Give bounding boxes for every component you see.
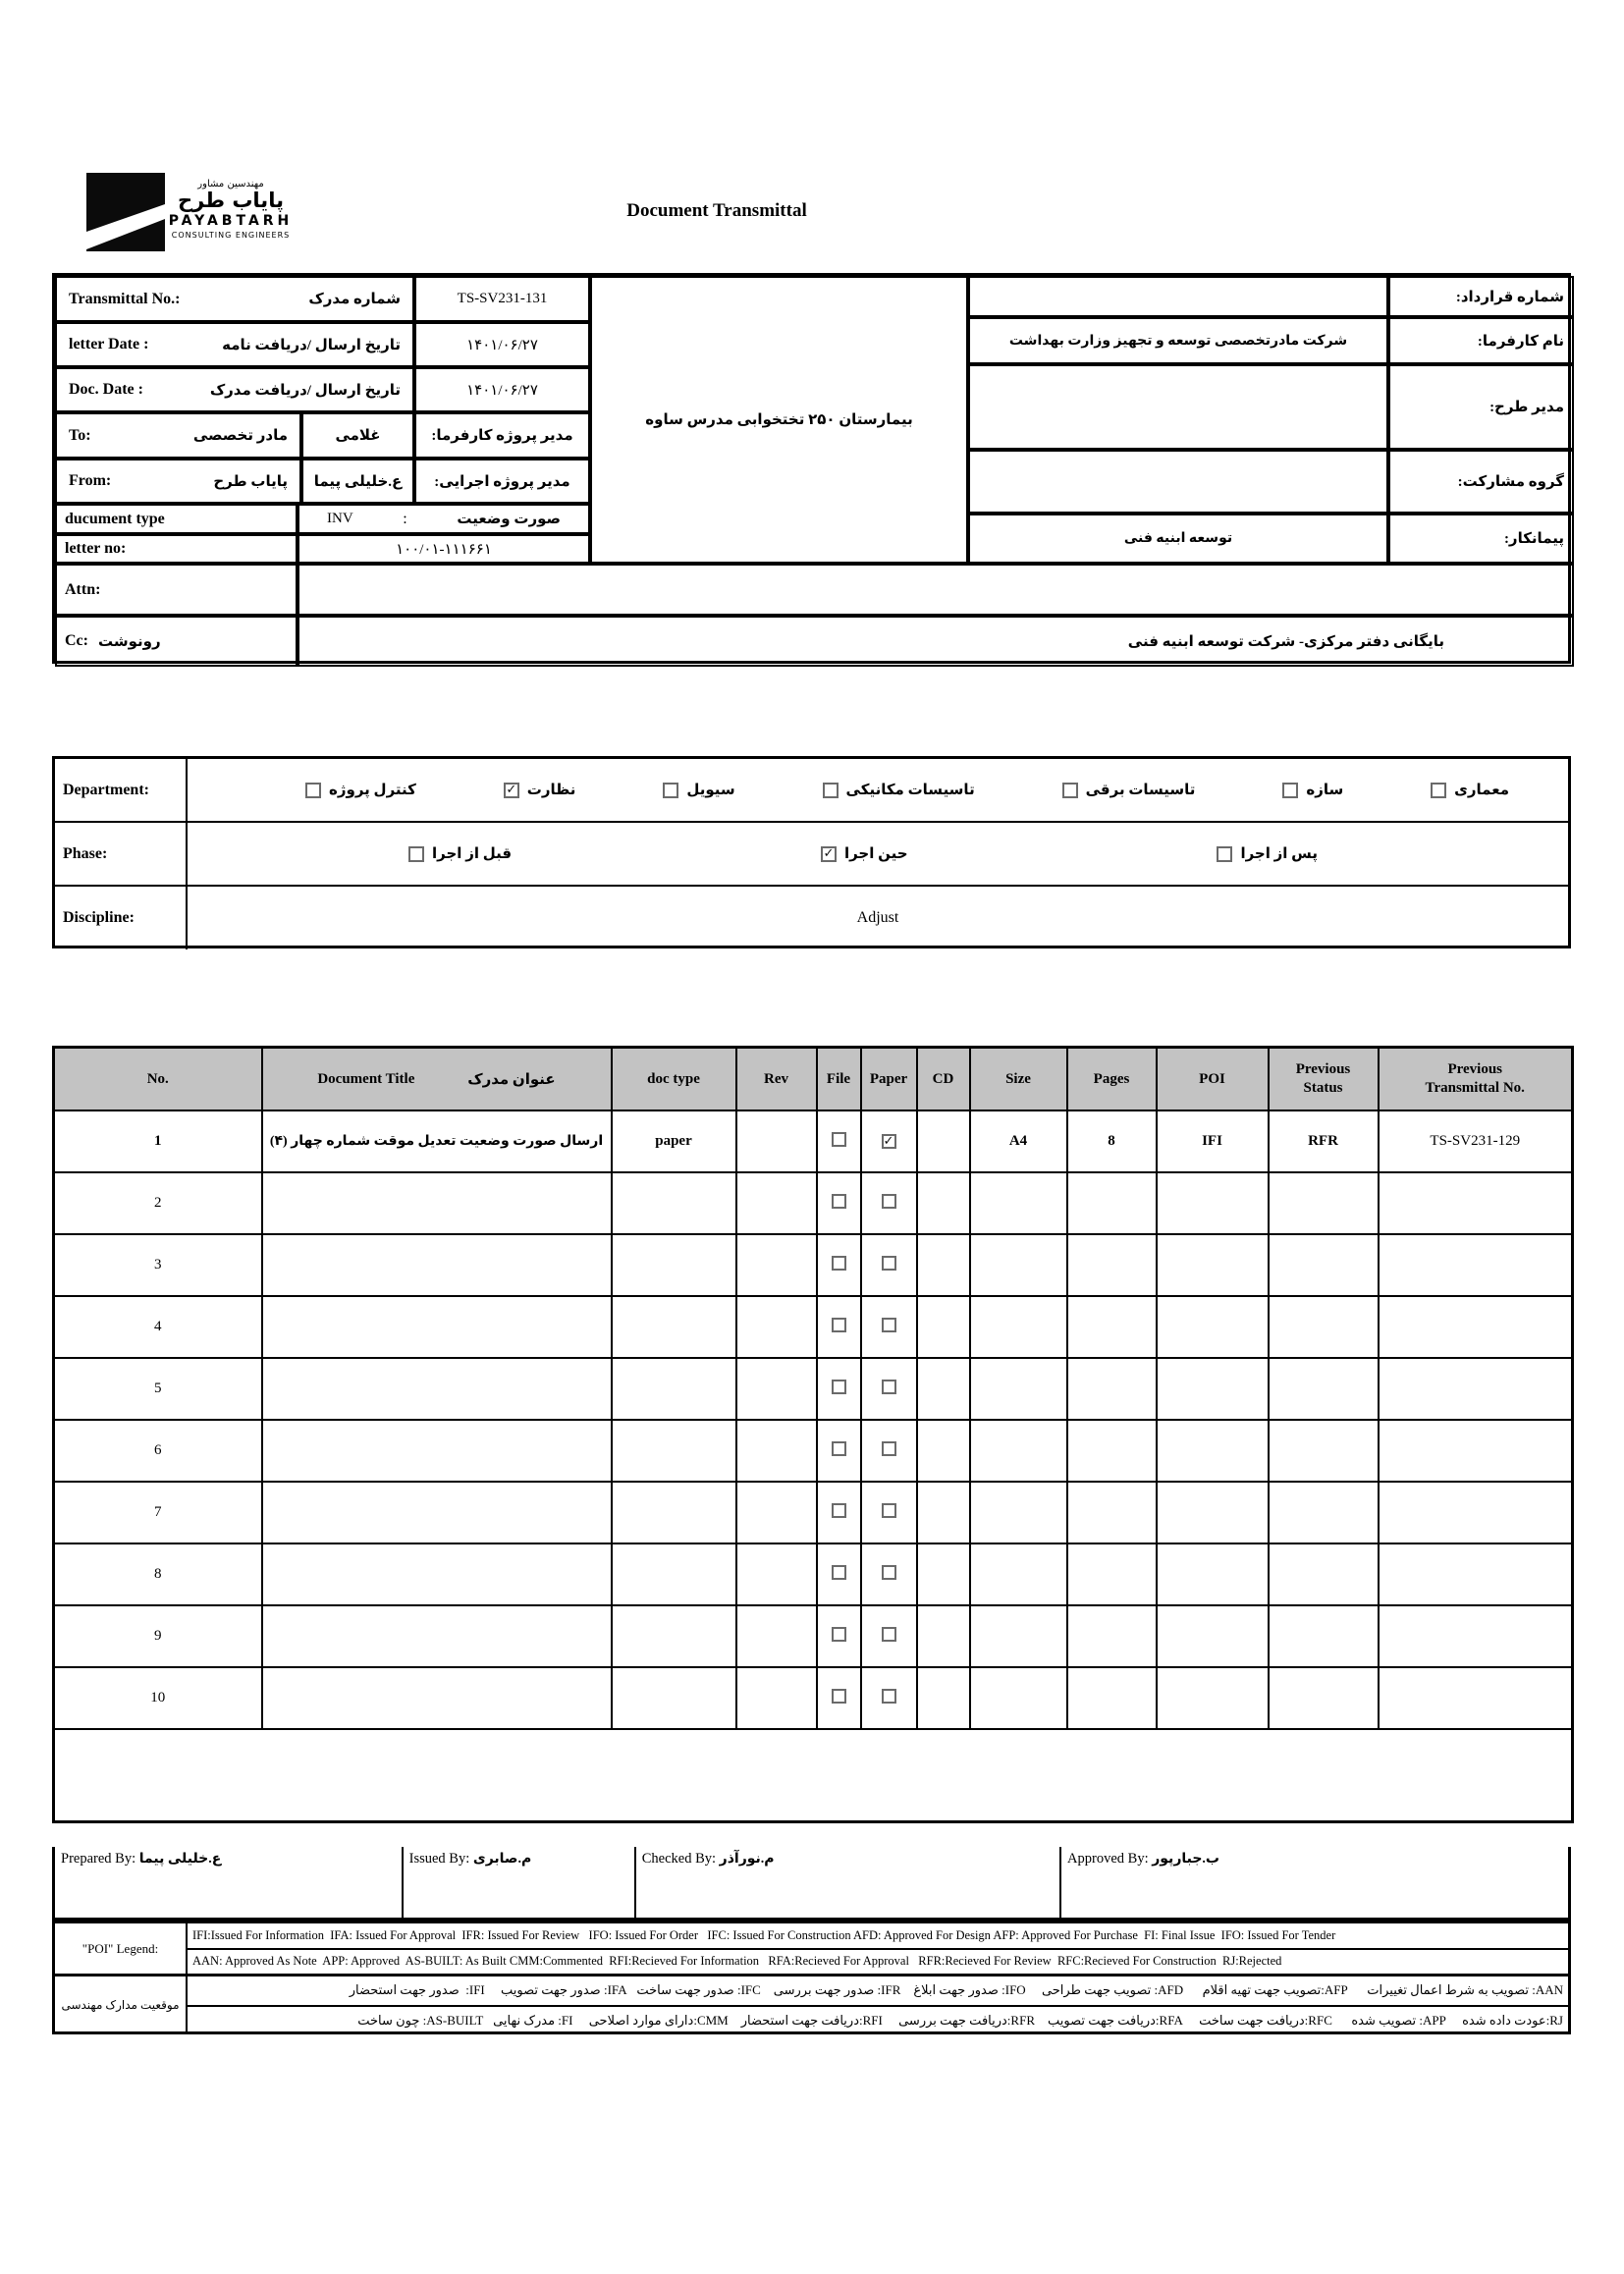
cell-cd xyxy=(917,1358,970,1420)
cell-no: 8 xyxy=(54,1543,262,1605)
department-row xyxy=(55,759,1568,823)
cell-cd xyxy=(917,1234,970,1296)
doc-table-body xyxy=(54,1110,1573,1822)
cell-poi: IFI xyxy=(1157,1110,1269,1172)
file-checkbox[interactable] xyxy=(832,1256,846,1271)
phase-items xyxy=(188,823,1568,885)
phase-checkbox[interactable] xyxy=(821,846,837,862)
department-item xyxy=(823,781,975,799)
from-label-fa: پایاب طرح xyxy=(213,473,288,490)
cell-prev_transmittal xyxy=(1379,1667,1573,1729)
header-right-row xyxy=(968,450,1574,514)
spacer-cell xyxy=(54,1729,1573,1822)
company-logo xyxy=(86,173,165,256)
paper-checkbox[interactable] xyxy=(882,1441,896,1456)
letter-date-label-fa: تاریخ ارسال /دریافت نامه xyxy=(222,337,401,353)
cell-title: ارسال صورت وضعیت تعدیل موقت شماره چهار (۴) xyxy=(262,1110,612,1172)
table-row xyxy=(54,1482,1573,1543)
discipline-row xyxy=(55,887,1568,949)
letter-date-label xyxy=(55,322,414,367)
cell-title xyxy=(262,1296,612,1358)
th-file: File xyxy=(817,1048,861,1111)
cell-prev_status xyxy=(1269,1482,1379,1543)
cell-doc_type xyxy=(612,1667,736,1729)
cell-file xyxy=(817,1110,861,1172)
cell-prev_transmittal xyxy=(1379,1482,1573,1543)
cc-label: Cc: رونوشت xyxy=(55,616,298,667)
paper-checkbox[interactable] xyxy=(882,1627,896,1642)
department-item xyxy=(1282,781,1343,799)
doc-date-label-fa: تاریخ ارسال /دریافت مدرک xyxy=(209,382,401,399)
cell-prev_transmittal xyxy=(1379,1358,1573,1420)
cell-title xyxy=(262,1605,612,1667)
cell-prev_transmittal xyxy=(1379,1605,1573,1667)
cell-size xyxy=(970,1172,1067,1234)
cell-prev_status xyxy=(1269,1172,1379,1234)
cell-file xyxy=(817,1543,861,1605)
poi-legend-fa-label: موقعیت مدارک مهندسی xyxy=(55,1976,188,2034)
header-right-rows xyxy=(968,276,1574,564)
document-type-value: صورت وضعیت : INV xyxy=(298,504,590,534)
department-checkbox[interactable] xyxy=(1431,783,1446,798)
cell-file xyxy=(817,1482,861,1543)
cell-doc_type: paper xyxy=(612,1110,736,1172)
phase-label: Phase: xyxy=(55,823,188,885)
department-label: کنترل پروژه xyxy=(329,783,416,798)
cell-prev_status xyxy=(1269,1667,1379,1729)
cell-prev_status xyxy=(1269,1358,1379,1420)
paper-checkbox[interactable] xyxy=(882,1380,896,1394)
signature-label: Approved By: xyxy=(1067,1851,1153,1867)
file-checkbox[interactable] xyxy=(832,1194,846,1209)
cell-poi xyxy=(1157,1420,1269,1482)
cell-doc_type xyxy=(612,1296,736,1358)
cell-pages xyxy=(1067,1482,1157,1543)
cell-cd xyxy=(917,1482,970,1543)
department-checkbox[interactable] xyxy=(504,783,519,798)
cell-title xyxy=(262,1358,612,1420)
cell-pages xyxy=(1067,1420,1157,1482)
header-right-label: نام کارفرما: xyxy=(1388,317,1574,364)
signature-name: ب.جبارپور xyxy=(1152,1852,1220,1867)
paper-checkbox[interactable] xyxy=(882,1134,896,1149)
department-checkbox[interactable] xyxy=(663,783,678,798)
cell-prev_transmittal xyxy=(1379,1543,1573,1605)
header-right-label: پیمانکار: xyxy=(1388,514,1574,564)
phase-checkbox[interactable] xyxy=(1217,846,1232,862)
department-label: سیویل xyxy=(686,783,735,798)
cell-doc_type xyxy=(612,1420,736,1482)
cell-rev xyxy=(736,1543,817,1605)
cell-file xyxy=(817,1420,861,1482)
cell-no: 10 xyxy=(54,1667,262,1729)
header-right-label: گروه مشارکت: xyxy=(1388,450,1574,514)
attn-value xyxy=(298,564,1574,616)
cell-prev_status xyxy=(1269,1420,1379,1482)
th-document-title: Document Title عنوان مدرک xyxy=(262,1048,612,1111)
cell-size xyxy=(970,1543,1067,1605)
logo-mark-icon xyxy=(86,173,165,251)
signature-cell xyxy=(55,1847,404,1918)
cell-doc_type xyxy=(612,1234,736,1296)
file-checkbox[interactable] xyxy=(832,1441,846,1456)
department-label: سازه xyxy=(1306,783,1344,798)
cell-file xyxy=(817,1296,861,1358)
th-poi: POI xyxy=(1157,1048,1269,1111)
file-checkbox[interactable] xyxy=(832,1132,846,1147)
poi-legend-fa-line-1: AAN: تصویب به شرط اعمال تغییرات AFP:تصویب جهت تهیه اقلام AFD: تصویب جهت طراحی IFO: صدور جهت ابلاغ IFR: صدور جهت بررسی IFC: صدور جهت ساخت IFA: صدور جهت تصویب IFI: صدور جهت استحضار xyxy=(188,1976,1568,2007)
department-item xyxy=(1062,781,1196,799)
file-checkbox[interactable] xyxy=(832,1318,846,1332)
file-checkbox[interactable] xyxy=(832,1689,846,1704)
cell-size xyxy=(970,1234,1067,1296)
cell-cd xyxy=(917,1172,970,1234)
department-label: تاسیسات مکانیکی xyxy=(845,783,975,798)
doc-date-label-en: Doc. Date : xyxy=(69,381,143,398)
document-table xyxy=(52,1046,1574,1823)
cell-prev_status xyxy=(1269,1543,1379,1605)
poi-legend-en-section xyxy=(55,1923,1568,1976)
phase-label: پس از اجرا xyxy=(1240,846,1318,862)
cell-rev xyxy=(736,1110,817,1172)
cell-paper xyxy=(861,1234,917,1296)
cell-doc_type xyxy=(612,1172,736,1234)
brand-name-fa: پایاب طرح xyxy=(178,189,284,212)
poi-legend-fa-section xyxy=(55,1976,1568,2034)
department-checkbox[interactable] xyxy=(1062,783,1078,798)
header-right-value xyxy=(968,450,1388,514)
cell-paper xyxy=(861,1110,917,1172)
department-label: معماری xyxy=(1454,783,1509,798)
cell-doc_type xyxy=(612,1543,736,1605)
cell-poi xyxy=(1157,1172,1269,1234)
cell-no: 7 xyxy=(54,1482,262,1543)
table-row xyxy=(54,1234,1573,1296)
phase-row xyxy=(55,823,1568,887)
cell-rev xyxy=(736,1172,817,1234)
header-right-row xyxy=(968,364,1574,450)
phase-item xyxy=(408,844,512,863)
cell-poi xyxy=(1157,1605,1269,1667)
signature-name: م.نورآذر xyxy=(719,1852,775,1867)
cell-pages xyxy=(1067,1358,1157,1420)
cell-cd xyxy=(917,1296,970,1358)
cell-file xyxy=(817,1358,861,1420)
cell-prev_status: RFR xyxy=(1269,1110,1379,1172)
to-label-fa: مادر تخصصی xyxy=(192,428,288,444)
signature-label: Issued By: xyxy=(408,1851,473,1867)
cell-paper xyxy=(861,1358,917,1420)
document-type-label: ducument type xyxy=(55,504,298,534)
phase-item xyxy=(1217,844,1318,863)
cell-rev xyxy=(736,1234,817,1296)
department-checkbox[interactable] xyxy=(823,783,839,798)
cell-no: 9 xyxy=(54,1605,262,1667)
cell-size xyxy=(970,1482,1067,1543)
from-role: مدیر پروژه اجرایی: xyxy=(414,459,590,504)
cell-poi xyxy=(1157,1543,1269,1605)
department-items xyxy=(188,759,1568,821)
cc-label-fa: رونوشت xyxy=(97,633,161,650)
brand-tagline: CONSULTING ENGINEERS xyxy=(171,231,291,241)
doc-date-value: ۱۴۰۱/۰۶/۲۷ xyxy=(414,367,590,412)
table-row xyxy=(54,1172,1573,1234)
paper-checkbox[interactable] xyxy=(882,1256,896,1271)
cell-rev xyxy=(736,1420,817,1482)
cell-cd xyxy=(917,1543,970,1605)
cell-size xyxy=(970,1667,1067,1729)
th-cd: CD xyxy=(917,1048,970,1111)
signature-cell xyxy=(404,1847,636,1918)
cell-poi xyxy=(1157,1234,1269,1296)
cell-rev xyxy=(736,1667,817,1729)
brand-top-fa: مهندسین مشاور xyxy=(197,179,264,190)
signature-row xyxy=(52,1847,1571,1921)
cell-pages xyxy=(1067,1296,1157,1358)
cell-title xyxy=(262,1234,612,1296)
th-no: No. xyxy=(54,1048,262,1111)
cell-paper xyxy=(861,1172,917,1234)
cell-no: 3 xyxy=(54,1234,262,1296)
signature-label: Checked By: xyxy=(641,1851,720,1867)
cell-paper xyxy=(861,1420,917,1482)
department-item xyxy=(504,781,576,799)
header-right-row xyxy=(968,317,1574,364)
file-checkbox[interactable] xyxy=(832,1565,846,1580)
cell-size xyxy=(970,1358,1067,1420)
from-label-en: From: xyxy=(69,472,112,489)
signature-label: Prepared By: xyxy=(61,1851,139,1867)
cell-file xyxy=(817,1172,861,1234)
cell-no: 5 xyxy=(54,1358,262,1420)
cell-prev_transmittal: TS-SV231-129 xyxy=(1379,1110,1573,1172)
cell-cd xyxy=(917,1420,970,1482)
file-checkbox[interactable] xyxy=(832,1627,846,1642)
transmittal-no-label-en: Transmittal No.: xyxy=(69,290,181,307)
cell-cd xyxy=(917,1667,970,1729)
header-right-value xyxy=(968,364,1388,450)
cell-title xyxy=(262,1172,612,1234)
department-label: تاسیسات برقی xyxy=(1085,783,1196,798)
from-person: ع.خلیلی پیما xyxy=(301,459,414,504)
cell-doc_type xyxy=(612,1482,736,1543)
cell-paper xyxy=(861,1605,917,1667)
project-name: بیمارستان ۲۵۰ تختخوابی مدرس ساوه xyxy=(590,276,968,564)
cell-rev xyxy=(736,1482,817,1543)
header-right-row xyxy=(968,514,1574,564)
to-label xyxy=(55,412,301,459)
cell-title xyxy=(262,1420,612,1482)
cell-pages xyxy=(1067,1234,1157,1296)
cell-file xyxy=(817,1667,861,1729)
cell-no: 4 xyxy=(54,1296,262,1358)
th-rev: Rev xyxy=(736,1048,817,1111)
phase-label: قبل از اجرا xyxy=(432,846,513,862)
cc-value: بایگانی دفتر مرکزی- شرکت توسعه ابنیه فنی xyxy=(298,616,1574,667)
transmittal-no-label xyxy=(55,276,414,322)
department-checkbox[interactable] xyxy=(305,783,321,798)
paper-checkbox[interactable] xyxy=(882,1565,896,1580)
header-right-row xyxy=(968,276,1574,317)
table-header-row xyxy=(54,1048,1573,1111)
to-role: مدیر پروژه کارفرما: xyxy=(414,412,590,459)
cell-doc_type xyxy=(612,1358,736,1420)
cell-size xyxy=(970,1605,1067,1667)
paper-checkbox[interactable] xyxy=(882,1689,896,1704)
cell-doc_type xyxy=(612,1605,736,1667)
table-row xyxy=(54,1543,1573,1605)
table-row xyxy=(54,1667,1573,1729)
cell-no: 2 xyxy=(54,1172,262,1234)
cell-no: 6 xyxy=(54,1420,262,1482)
letter-date-value: ۱۴۰۱/۰۶/۲۷ xyxy=(414,322,590,367)
cell-cd xyxy=(917,1605,970,1667)
phase-checkbox[interactable] xyxy=(408,846,424,862)
header-right-label: شماره قرارداد: xyxy=(1388,276,1574,317)
page-title: Document Transmittal xyxy=(626,200,807,221)
table-row xyxy=(54,1605,1573,1667)
cell-prev_status xyxy=(1269,1296,1379,1358)
table-row xyxy=(54,1358,1573,1420)
doc-date-label xyxy=(55,367,414,412)
cell-title xyxy=(262,1543,612,1605)
th-pages: Pages xyxy=(1067,1048,1157,1111)
th-paper: Paper xyxy=(861,1048,917,1111)
attn-label: Attn: xyxy=(55,564,298,616)
cell-paper xyxy=(861,1667,917,1729)
cell-rev xyxy=(736,1358,817,1420)
cell-prev_transmittal xyxy=(1379,1296,1573,1358)
cell-rev xyxy=(736,1296,817,1358)
cell-file xyxy=(817,1605,861,1667)
cell-title xyxy=(262,1482,612,1543)
to-person: غلامی xyxy=(301,412,414,459)
th-doc-type: doc type xyxy=(612,1048,736,1111)
signature-cell xyxy=(1061,1847,1568,1918)
cell-pages xyxy=(1067,1543,1157,1605)
cell-title xyxy=(262,1667,612,1729)
signature-name: ع.خلیلی پیما xyxy=(138,1852,222,1867)
department-label: نظارت xyxy=(526,783,576,798)
cell-paper xyxy=(861,1296,917,1358)
letter-no-value: ۱۰۰/۰۱-۱۱۱۶۶۱ xyxy=(298,534,590,564)
cell-prev_status xyxy=(1269,1605,1379,1667)
brand-name-en: PAYABTARH xyxy=(168,213,294,230)
cell-cd xyxy=(917,1110,970,1172)
cell-prev_transmittal xyxy=(1379,1172,1573,1234)
cell-pages: 8 xyxy=(1067,1110,1157,1172)
header-right-value xyxy=(968,276,1388,317)
table-row xyxy=(54,1110,1573,1172)
paper-checkbox[interactable] xyxy=(882,1194,896,1209)
file-checkbox[interactable] xyxy=(832,1380,846,1394)
cell-poi xyxy=(1157,1296,1269,1358)
spacer-row xyxy=(54,1729,1573,1822)
letter-no-label: letter no: xyxy=(55,534,298,564)
transmittal-no-label-fa: شماره مدرک xyxy=(308,292,401,307)
poi-legend-label: "POI" Legend: xyxy=(55,1923,188,1974)
transmittal-no-value: TS-SV231-131 xyxy=(414,276,590,322)
discipline-value: Adjust xyxy=(856,909,899,926)
department-item xyxy=(663,781,734,799)
paper-checkbox[interactable] xyxy=(882,1503,896,1518)
header-right-value: شرکت مادرتخصصی توسعه و تجهیز وزارت بهداشت xyxy=(968,317,1388,364)
cell-paper xyxy=(861,1543,917,1605)
th-previous-status: Previous Status xyxy=(1269,1048,1379,1111)
th-size: Size xyxy=(970,1048,1067,1111)
cell-rev xyxy=(736,1605,817,1667)
signature-name: م.صابری xyxy=(472,1852,532,1867)
signature-cell xyxy=(636,1847,1061,1918)
poi-legend-en-line-2: AAN: Approved As Note APP: Approved AS-BUILT: As Built CMM:Commented RFI:Recieved For Information RFA:Recieved For Approval RFR:Recieved For Review RFC:Recieved For Construction RJ:Rejected xyxy=(192,1954,1282,1969)
classification-block xyxy=(52,756,1571,948)
brand-text xyxy=(167,179,295,240)
department-item xyxy=(1431,781,1509,799)
cell-size xyxy=(970,1420,1067,1482)
cell-pages xyxy=(1067,1172,1157,1234)
cell-size xyxy=(970,1296,1067,1358)
department-item xyxy=(305,781,416,799)
cell-poi xyxy=(1157,1667,1269,1729)
document-type-code: INV xyxy=(327,511,353,526)
th-previous-transmittal: Previous Transmittal No. xyxy=(1379,1048,1573,1111)
poi-legend-fa-line-2: RJ:عودت داده شده APP: تصویب شده RFC:دریافت جهت ساخت RFA:دریافت جهت تصویب RFR:دریافت جهت بررسی RFI:دریافت جهت استحضار CMM:دارای موارد اصلاحی FI: مدرک نهایی AS-BUILT: چون ساخت xyxy=(357,2012,1563,2028)
to-label-en: To: xyxy=(69,426,91,444)
table-row xyxy=(54,1420,1573,1482)
phase-label: حین اجرا xyxy=(843,846,908,862)
cell-pages xyxy=(1067,1605,1157,1667)
cell-size: A4 xyxy=(970,1110,1067,1172)
file-checkbox[interactable] xyxy=(832,1503,846,1518)
cell-prev_transmittal xyxy=(1379,1234,1573,1296)
table-row xyxy=(54,1296,1573,1358)
document-type-fa: صورت وضعیت xyxy=(457,512,561,527)
letter-date-label-en: letter Date : xyxy=(69,336,149,352)
discipline-label: Discipline: xyxy=(55,887,188,949)
department-checkbox[interactable] xyxy=(1282,783,1298,798)
paper-checkbox[interactable] xyxy=(882,1318,896,1332)
header-block xyxy=(52,273,1571,664)
header-right-label: مدیر طرح: xyxy=(1388,364,1574,450)
cell-file xyxy=(817,1234,861,1296)
cell-poi xyxy=(1157,1482,1269,1543)
cell-prev_transmittal xyxy=(1379,1420,1573,1482)
cell-paper xyxy=(861,1482,917,1543)
department-label: Department: xyxy=(55,759,188,821)
poi-legend xyxy=(52,1921,1571,2034)
cell-poi xyxy=(1157,1358,1269,1420)
phase-item xyxy=(821,844,908,863)
cell-prev_status xyxy=(1269,1234,1379,1296)
header-right-value: توسعه ابنیه فنی xyxy=(968,514,1388,564)
cell-no: 1 xyxy=(54,1110,262,1172)
cell-pages xyxy=(1067,1667,1157,1729)
from-label xyxy=(55,459,301,504)
poi-legend-en-line-1: IFI:Issued For Information IFA: Issued For Approval IFR: Issued For Review IFO: Issued For Order IFC: Issued For Construction AFD: Approved For Design AFP: Approved For Purchase FI: Final Issue IFO: Issued For Tender xyxy=(188,1923,1568,1950)
